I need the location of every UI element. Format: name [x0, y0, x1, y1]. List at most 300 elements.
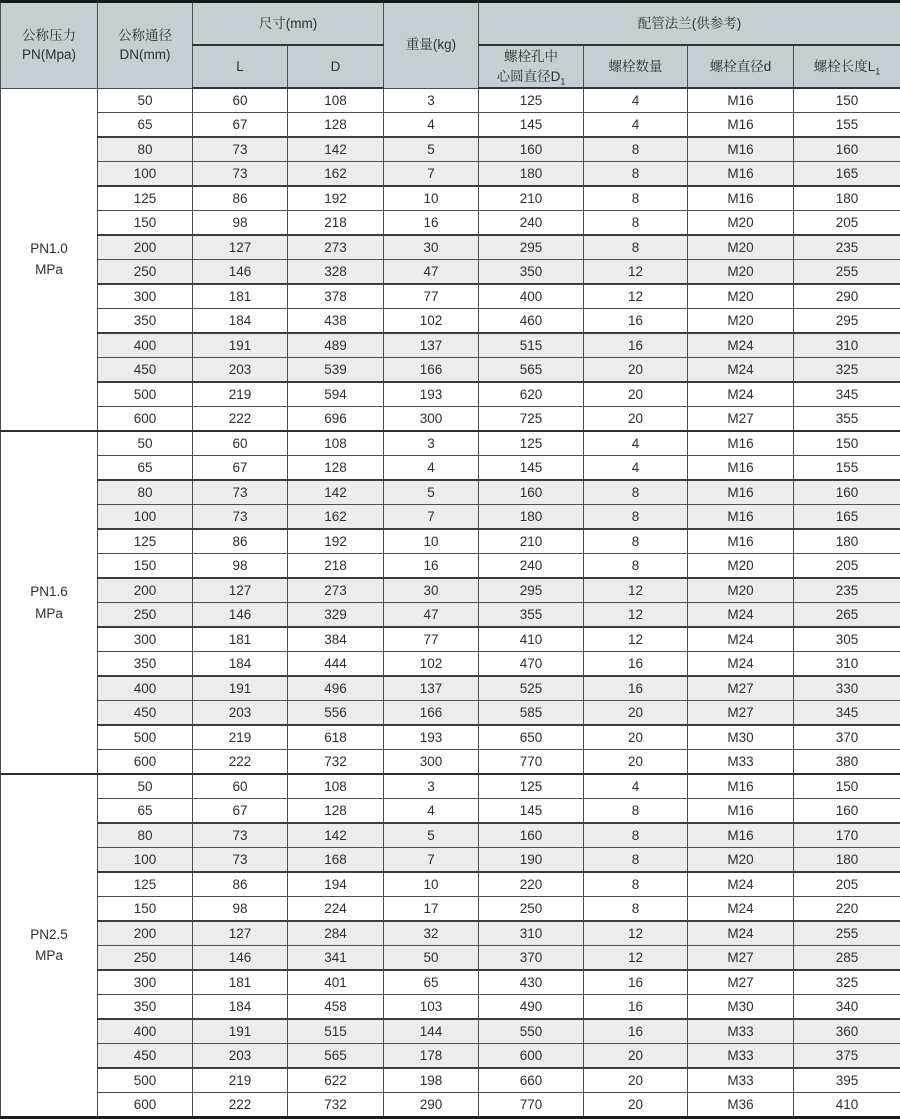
cell-diameter-d: 438 — [288, 309, 384, 334]
cell-weight: 50 — [384, 946, 479, 971]
cell-bolt-length: 235 — [794, 578, 900, 603]
cell-weight: 7 — [384, 848, 479, 873]
bolt-length-subscript: 1 — [875, 66, 880, 76]
cell-bolt-length: 255 — [794, 260, 900, 285]
cell-bolt-count: 8 — [584, 897, 688, 922]
cell-bolt-length: 305 — [794, 627, 900, 652]
cell-bolt-diameter: M16 — [688, 529, 794, 554]
cell-bolt-length: 150 — [794, 431, 900, 456]
cell-bolt-circle-d1: 350 — [479, 260, 584, 285]
header-size-d: D — [288, 45, 384, 88]
cell-diameter-d: 696 — [288, 407, 384, 432]
cell-bolt-count: 16 — [584, 1019, 688, 1044]
cell-bolt-length: 205 — [794, 872, 900, 897]
cell-dn: 500 — [98, 1068, 193, 1093]
cell-weight: 4 — [384, 113, 479, 138]
cell-bolt-circle-d1: 355 — [479, 603, 584, 628]
cell-bolt-count: 16 — [584, 676, 688, 701]
cell-bolt-circle-d1: 310 — [479, 921, 584, 946]
cell-length-l: 181 — [193, 284, 288, 309]
header-nominal-pressure — [1, 2, 98, 89]
cell-diameter-d: 142 — [288, 137, 384, 162]
cell-bolt-circle-d1: 460 — [479, 309, 584, 334]
cell-dn: 350 — [98, 309, 193, 334]
cell-bolt-count: 20 — [584, 382, 688, 407]
table-row — [1, 774, 900, 799]
table-row — [1, 284, 900, 309]
cell-length-l: 98 — [193, 554, 288, 579]
cell-length-l: 191 — [193, 333, 288, 358]
cell-dn: 200 — [98, 921, 193, 946]
cell-bolt-count: 4 — [584, 431, 688, 456]
cell-length-l: 219 — [193, 1068, 288, 1093]
cell-bolt-diameter: M24 — [688, 603, 794, 628]
cell-weight: 137 — [384, 333, 479, 358]
cell-weight: 17 — [384, 897, 479, 922]
cell-diameter-d: 565 — [288, 1044, 384, 1069]
cell-dn: 80 — [98, 137, 193, 162]
cell-bolt-diameter: M16 — [688, 431, 794, 456]
table-row — [1, 260, 900, 285]
table-row — [1, 480, 900, 505]
table-row — [1, 358, 900, 383]
cell-weight: 193 — [384, 382, 479, 407]
cell-diameter-d: 328 — [288, 260, 384, 285]
cell-bolt-circle-d1: 585 — [479, 701, 584, 726]
cell-diameter-d: 329 — [288, 603, 384, 628]
cell-length-l: 60 — [193, 431, 288, 456]
cell-bolt-diameter: M16 — [688, 505, 794, 530]
cell-weight: 10 — [384, 186, 479, 211]
cell-bolt-count: 8 — [584, 186, 688, 211]
pressure-unit: MPa — [1, 945, 97, 967]
cell-bolt-count: 16 — [584, 309, 688, 334]
cell-bolt-count: 12 — [584, 627, 688, 652]
cell-bolt-length: 155 — [794, 113, 900, 138]
cell-bolt-count: 8 — [584, 480, 688, 505]
cell-bolt-circle-d1: 490 — [479, 995, 584, 1020]
table-row — [1, 799, 900, 824]
table-row — [1, 897, 900, 922]
cell-length-l: 222 — [193, 1093, 288, 1118]
table-row — [1, 676, 900, 701]
cell-bolt-diameter: M16 — [688, 88, 794, 113]
cell-bolt-circle-d1: 125 — [479, 88, 584, 113]
cell-bolt-diameter: M20 — [688, 260, 794, 285]
cell-bolt-circle-d1: 125 — [479, 431, 584, 456]
cell-bolt-diameter: M20 — [688, 211, 794, 236]
cell-diameter-d: 594 — [288, 382, 384, 407]
cell-diameter-d: 218 — [288, 554, 384, 579]
cell-weight: 16 — [384, 554, 479, 579]
cell-bolt-diameter: M27 — [688, 970, 794, 995]
cell-length-l: 60 — [193, 88, 288, 113]
cell-bolt-circle-d1: 125 — [479, 774, 584, 799]
cell-bolt-length: 220 — [794, 897, 900, 922]
cell-dn: 200 — [98, 578, 193, 603]
table-row — [1, 235, 900, 260]
cell-bolt-diameter: M33 — [688, 1068, 794, 1093]
cell-bolt-diameter: M16 — [688, 799, 794, 824]
cell-bolt-count: 8 — [584, 235, 688, 260]
table-row — [1, 137, 900, 162]
cell-dn: 250 — [98, 603, 193, 628]
header-bolt-circle — [479, 45, 584, 88]
cell-bolt-diameter: M24 — [688, 627, 794, 652]
cell-length-l: 86 — [193, 872, 288, 897]
header-bolt-count: 螺栓数量 — [584, 45, 688, 88]
cell-bolt-diameter: M33 — [688, 750, 794, 775]
cell-diameter-d: 194 — [288, 872, 384, 897]
cell-length-l: 127 — [193, 235, 288, 260]
cell-length-l: 73 — [193, 480, 288, 505]
cell-bolt-diameter: M33 — [688, 1044, 794, 1069]
table-row — [1, 529, 900, 554]
cell-bolt-diameter: M27 — [688, 701, 794, 726]
cell-bolt-length: 180 — [794, 186, 900, 211]
cell-bolt-diameter: M20 — [688, 848, 794, 873]
table-row — [1, 1019, 900, 1044]
cell-bolt-length: 180 — [794, 529, 900, 554]
cell-bolt-diameter: M20 — [688, 578, 794, 603]
cell-bolt-count: 12 — [584, 260, 688, 285]
cell-dn: 450 — [98, 1044, 193, 1069]
cell-dn: 450 — [98, 358, 193, 383]
cell-bolt-length: 325 — [794, 358, 900, 383]
cell-bolt-diameter: M16 — [688, 480, 794, 505]
cell-dn: 65 — [98, 113, 193, 138]
cell-bolt-count: 20 — [584, 701, 688, 726]
cell-bolt-circle-d1: 400 — [479, 284, 584, 309]
cell-dn: 600 — [98, 407, 193, 432]
pressure-value: PN1.6 — [1, 581, 97, 603]
table-row — [1, 505, 900, 530]
cell-diameter-d: 622 — [288, 1068, 384, 1093]
cell-dn: 80 — [98, 823, 193, 848]
cell-bolt-length: 165 — [794, 162, 900, 187]
cell-length-l: 98 — [193, 211, 288, 236]
cell-weight: 102 — [384, 652, 479, 677]
cell-length-l: 203 — [193, 1044, 288, 1069]
cell-dn: 250 — [98, 946, 193, 971]
cell-bolt-diameter: M33 — [688, 1019, 794, 1044]
header-nominal-diameter-cn: 公称通径 — [98, 26, 192, 46]
cell-length-l: 181 — [193, 970, 288, 995]
cell-length-l: 73 — [193, 162, 288, 187]
table-row — [1, 382, 900, 407]
cell-weight: 290 — [384, 1093, 479, 1118]
cell-weight: 3 — [384, 431, 479, 456]
cell-length-l: 67 — [193, 113, 288, 138]
cell-weight: 198 — [384, 1068, 479, 1093]
cell-bolt-diameter: M16 — [688, 186, 794, 211]
cell-length-l: 203 — [193, 701, 288, 726]
cell-bolt-diameter: M24 — [688, 921, 794, 946]
cell-bolt-count: 12 — [584, 946, 688, 971]
cell-bolt-length: 180 — [794, 848, 900, 873]
cell-weight: 144 — [384, 1019, 479, 1044]
cell-bolt-length: 295 — [794, 309, 900, 334]
cell-bolt-diameter: M20 — [688, 309, 794, 334]
cell-bolt-circle-d1: 180 — [479, 162, 584, 187]
cell-diameter-d: 192 — [288, 186, 384, 211]
cell-bolt-length: 360 — [794, 1019, 900, 1044]
header-bolt-circle-line1: 螺栓孔中 — [479, 47, 583, 67]
cell-dn: 400 — [98, 333, 193, 358]
table-row — [1, 725, 900, 750]
cell-bolt-length: 410 — [794, 1093, 900, 1118]
cell-bolt-length: 355 — [794, 407, 900, 432]
cell-bolt-diameter: M16 — [688, 823, 794, 848]
cell-bolt-count: 20 — [584, 358, 688, 383]
cell-bolt-count: 16 — [584, 995, 688, 1020]
cell-length-l: 184 — [193, 652, 288, 677]
cell-bolt-diameter: M16 — [688, 774, 794, 799]
cell-bolt-circle-d1: 410 — [479, 627, 584, 652]
cell-diameter-d: 732 — [288, 750, 384, 775]
table-body — [1, 88, 900, 1117]
cell-diameter-d: 341 — [288, 946, 384, 971]
cell-diameter-d: 378 — [288, 284, 384, 309]
cell-bolt-diameter: M27 — [688, 407, 794, 432]
cell-weight: 300 — [384, 750, 479, 775]
cell-weight: 5 — [384, 480, 479, 505]
cell-bolt-circle-d1: 295 — [479, 578, 584, 603]
cell-bolt-circle-d1: 550 — [479, 1019, 584, 1044]
table-row — [1, 921, 900, 946]
cell-bolt-circle-d1: 160 — [479, 480, 584, 505]
cell-dn: 300 — [98, 284, 193, 309]
cell-dn: 450 — [98, 701, 193, 726]
cell-bolt-count: 8 — [584, 823, 688, 848]
cell-bolt-circle-d1: 295 — [479, 235, 584, 260]
cell-length-l: 191 — [193, 1019, 288, 1044]
table-row — [1, 1044, 900, 1069]
cell-weight: 32 — [384, 921, 479, 946]
table-row — [1, 333, 900, 358]
cell-diameter-d: 108 — [288, 774, 384, 799]
cell-bolt-circle-d1: 210 — [479, 186, 584, 211]
cell-bolt-length: 380 — [794, 750, 900, 775]
cell-bolt-count: 20 — [584, 407, 688, 432]
cell-diameter-d: 128 — [288, 456, 384, 481]
table-row — [1, 211, 900, 236]
cell-bolt-count: 8 — [584, 848, 688, 873]
cell-diameter-d: 168 — [288, 848, 384, 873]
cell-bolt-count: 16 — [584, 333, 688, 358]
cell-diameter-d: 384 — [288, 627, 384, 652]
cell-length-l: 73 — [193, 823, 288, 848]
table-row — [1, 848, 900, 873]
table-row — [1, 627, 900, 652]
cell-bolt-diameter: M24 — [688, 897, 794, 922]
cell-dn: 350 — [98, 652, 193, 677]
header-size-group: 尺寸(mm) — [193, 2, 384, 46]
cell-diameter-d: 192 — [288, 529, 384, 554]
cell-diameter-d: 284 — [288, 921, 384, 946]
cell-dn: 100 — [98, 505, 193, 530]
cell-diameter-d: 108 — [288, 88, 384, 113]
cell-bolt-diameter: M16 — [688, 456, 794, 481]
header-bolt-circle-line2: 心圆直径$D_1$ — [479, 67, 583, 87]
cell-diameter-d: 108 — [288, 431, 384, 456]
table-row — [1, 946, 900, 971]
cell-length-l: 222 — [193, 750, 288, 775]
cell-weight: 30 — [384, 578, 479, 603]
cell-bolt-diameter: M20 — [688, 235, 794, 260]
table-row — [1, 995, 900, 1020]
pressure-section-label — [1, 774, 98, 1117]
table-row — [1, 823, 900, 848]
cell-bolt-length: 345 — [794, 382, 900, 407]
pressure-section-label — [1, 88, 98, 431]
cell-length-l: 222 — [193, 407, 288, 432]
cell-bolt-diameter: M27 — [688, 946, 794, 971]
cell-weight: 4 — [384, 799, 479, 824]
table-row — [1, 309, 900, 334]
cell-bolt-length: 255 — [794, 921, 900, 946]
cell-bolt-length: 310 — [794, 652, 900, 677]
cell-bolt-diameter: M24 — [688, 652, 794, 677]
cell-bolt-length: 160 — [794, 480, 900, 505]
table-row — [1, 431, 900, 456]
cell-bolt-circle-d1: 470 — [479, 652, 584, 677]
cell-length-l: 73 — [193, 505, 288, 530]
cell-bolt-length: 310 — [794, 333, 900, 358]
cell-diameter-d: 162 — [288, 162, 384, 187]
cell-bolt-circle-d1: 620 — [479, 382, 584, 407]
pressure-value: PN1.0 — [1, 238, 97, 260]
cell-weight: 10 — [384, 872, 479, 897]
header-nominal-diameter-en: DN(mm) — [98, 45, 192, 65]
table-row — [1, 88, 900, 113]
cell-bolt-count: 8 — [584, 799, 688, 824]
cell-dn: 150 — [98, 897, 193, 922]
cell-bolt-length: 290 — [794, 284, 900, 309]
cell-bolt-diameter: M20 — [688, 554, 794, 579]
cell-bolt-count: 4 — [584, 113, 688, 138]
cell-bolt-circle-d1: 660 — [479, 1068, 584, 1093]
cell-bolt-circle-d1: 145 — [479, 799, 584, 824]
cell-dn: 400 — [98, 1019, 193, 1044]
cell-bolt-diameter: M27 — [688, 676, 794, 701]
cell-length-l: 127 — [193, 578, 288, 603]
table-row — [1, 603, 900, 628]
table-row — [1, 872, 900, 897]
cell-diameter-d: 142 — [288, 823, 384, 848]
header-size-l: L — [193, 45, 288, 88]
cell-bolt-count: 20 — [584, 725, 688, 750]
cell-bolt-circle-d1: 145 — [479, 456, 584, 481]
cell-diameter-d: 556 — [288, 701, 384, 726]
cell-bolt-count: 8 — [584, 554, 688, 579]
cell-bolt-diameter: M16 — [688, 137, 794, 162]
cell-dn: 400 — [98, 676, 193, 701]
cell-length-l: 98 — [193, 897, 288, 922]
cell-weight: 65 — [384, 970, 479, 995]
cell-length-l: 146 — [193, 260, 288, 285]
cell-bolt-circle-d1: 145 — [479, 113, 584, 138]
cell-bolt-length: 265 — [794, 603, 900, 628]
cell-bolt-count: 4 — [584, 88, 688, 113]
table-row — [1, 970, 900, 995]
cell-weight: 137 — [384, 676, 479, 701]
cell-bolt-length: 170 — [794, 823, 900, 848]
cell-dn: 100 — [98, 848, 193, 873]
table-row — [1, 1068, 900, 1093]
header-bolt-diameter: 螺栓直径d — [688, 45, 794, 88]
cell-dn: 500 — [98, 382, 193, 407]
cell-length-l: 181 — [193, 627, 288, 652]
cell-diameter-d: 458 — [288, 995, 384, 1020]
cell-bolt-count: 20 — [584, 1093, 688, 1118]
cell-weight: 300 — [384, 407, 479, 432]
cell-bolt-count: 12 — [584, 578, 688, 603]
cell-bolt-length: 150 — [794, 774, 900, 799]
cell-length-l: 184 — [193, 995, 288, 1020]
cell-bolt-circle-d1: 190 — [479, 848, 584, 873]
cell-length-l: 184 — [193, 309, 288, 334]
cell-dn: 250 — [98, 260, 193, 285]
cell-dn: 125 — [98, 529, 193, 554]
table-row — [1, 750, 900, 775]
cell-length-l: 219 — [193, 725, 288, 750]
cell-bolt-circle-d1: 525 — [479, 676, 584, 701]
cell-weight: 3 — [384, 88, 479, 113]
cell-bolt-length: 330 — [794, 676, 900, 701]
cell-bolt-diameter: M36 — [688, 1093, 794, 1118]
cell-length-l: 73 — [193, 137, 288, 162]
cell-bolt-count: 16 — [584, 652, 688, 677]
cell-diameter-d: 444 — [288, 652, 384, 677]
cell-diameter-d: 142 — [288, 480, 384, 505]
cell-bolt-circle-d1: 160 — [479, 823, 584, 848]
cell-bolt-count: 8 — [584, 211, 688, 236]
cell-weight: 77 — [384, 284, 479, 309]
cell-bolt-count: 8 — [584, 529, 688, 554]
cell-length-l: 127 — [193, 921, 288, 946]
cell-bolt-count: 20 — [584, 1044, 688, 1069]
table-row — [1, 578, 900, 603]
cell-diameter-d: 539 — [288, 358, 384, 383]
table-header — [1, 2, 900, 89]
cell-bolt-length: 375 — [794, 1044, 900, 1069]
cell-length-l: 86 — [193, 529, 288, 554]
cell-bolt-length: 155 — [794, 456, 900, 481]
cell-diameter-d: 496 — [288, 676, 384, 701]
cell-bolt-count: 20 — [584, 750, 688, 775]
cell-bolt-length: 205 — [794, 211, 900, 236]
cell-weight: 7 — [384, 162, 479, 187]
cell-bolt-circle-d1: 250 — [479, 897, 584, 922]
cell-bolt-diameter: M16 — [688, 162, 794, 187]
cell-bolt-circle-d1: 160 — [479, 137, 584, 162]
cell-bolt-count: 12 — [584, 921, 688, 946]
cell-dn: 150 — [98, 554, 193, 579]
cell-bolt-count: 8 — [584, 872, 688, 897]
cell-bolt-length: 235 — [794, 235, 900, 260]
cell-bolt-count: 12 — [584, 284, 688, 309]
cell-bolt-diameter: M24 — [688, 358, 794, 383]
cell-bolt-length: 340 — [794, 995, 900, 1020]
cell-length-l: 146 — [193, 603, 288, 628]
cell-dn: 600 — [98, 1093, 193, 1118]
cell-bolt-circle-d1: 430 — [479, 970, 584, 995]
cell-dn: 65 — [98, 456, 193, 481]
cell-bolt-circle-d1: 240 — [479, 211, 584, 236]
cell-weight: 5 — [384, 137, 479, 162]
cell-dn: 50 — [98, 88, 193, 113]
